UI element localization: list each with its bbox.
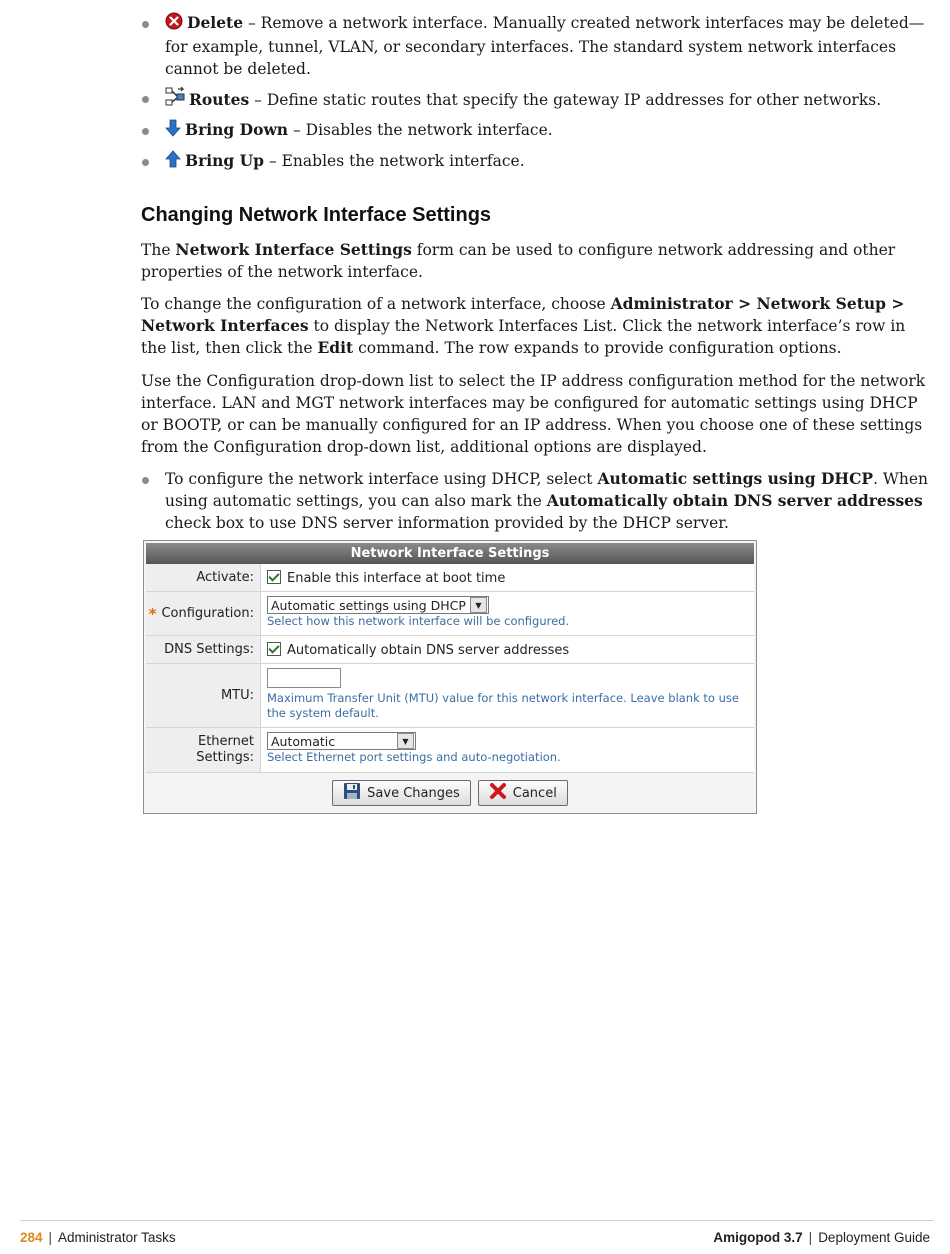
text: To change the configuration of a network interface, choose [141, 295, 611, 313]
text: command. The row expands to provide configuration options. [353, 339, 842, 357]
text: form can be used to configure network addressing and other properties of the network interface. [141, 240, 896, 281]
dns-settings-field [261, 636, 754, 663]
row-mtu [146, 664, 754, 728]
page-number: 284 [20, 1230, 43, 1245]
arrow-up-icon [165, 150, 181, 174]
mtu-input[interactable] [267, 668, 341, 688]
activate-field [261, 564, 754, 591]
routes-icon [165, 87, 185, 113]
text: The [141, 240, 176, 259]
footer-left [20, 1230, 176, 1245]
activate-checkbox[interactable] [267, 570, 281, 584]
configuration-field [261, 592, 754, 635]
required-marker: * [148, 604, 157, 623]
delete-icon [165, 12, 183, 36]
text: check box to use DNS server information provided by the DHCP server. [165, 514, 729, 532]
mtu-label: MTU: [146, 664, 261, 727]
configuration-select-value: Automatic settings using DHCP [271, 597, 466, 613]
section-heading: Changing Network Interface Settings [141, 203, 492, 226]
document-title: Deployment Guide [818, 1230, 930, 1245]
ethernet-settings-field [261, 728, 754, 772]
product-name: Amigopod 3.7 [713, 1230, 803, 1245]
close-icon [489, 782, 507, 804]
save-changes-label: Save Changes [367, 785, 460, 801]
mtu-hint: Maximum Transfer Unit (MTU) value for this network interface. Leave blank to use the system default. [267, 691, 739, 720]
list-item [141, 119, 931, 143]
footer-right [713, 1230, 930, 1245]
row-ethernet-settings [146, 728, 754, 773]
dns-settings-label: DNS Settings: [146, 636, 261, 663]
list-item-text: – Define static routes that specify the gateway IP addresses for other networks. [249, 90, 882, 109]
list-item [141, 150, 931, 174]
save-changes-button[interactable] [332, 780, 471, 806]
footer-separator: | [808, 1230, 813, 1245]
list-item-text: – Remove a network interface. Manually created network interfaces may be deleted—for example, tunnel, VLAN, or secondary interfaces. The standard system network interfaces cannot be deleted. [165, 14, 925, 78]
floppy-disk-icon [343, 782, 361, 804]
list-item [141, 87, 931, 113]
list-item-text: – Disables the network interface. [288, 121, 553, 139]
chevron-down-icon[interactable]: ▼ [470, 597, 487, 613]
term-delete: Delete [187, 13, 244, 32]
footer-separator: | [48, 1230, 53, 1245]
dhcp-list [141, 468, 931, 534]
activate-label: Activate: [146, 564, 261, 591]
dns-auto-checkbox-label[interactable]: Automatically obtain DNS server addresses [287, 643, 570, 658]
term-bring-up: Bring Up [185, 150, 265, 170]
list-item [141, 12, 931, 80]
page-footer [20, 1230, 930, 1250]
list-item-text: – Enables the network interface. [264, 151, 525, 170]
term-routes: Routes [189, 89, 250, 109]
ethernet-settings-label: Ethernet Settings: [146, 728, 261, 772]
emphasis: Automatic settings using DHCP [597, 469, 874, 488]
chevron-down-icon[interactable]: ▼ [397, 733, 414, 749]
form-title: Network Interface Settings [146, 543, 754, 564]
paragraph-intro [141, 239, 931, 283]
network-interface-settings-form [143, 540, 757, 814]
dns-auto-checkbox[interactable] [267, 642, 281, 656]
ethernet-select-value: Automatic [271, 733, 336, 749]
emphasis: Network Interface Settings [175, 239, 412, 259]
emphasis: Automatically obtain DNS server addresses [546, 491, 923, 510]
paragraph-navigation [141, 293, 931, 359]
cancel-label: Cancel [512, 785, 557, 801]
ethernet-settings-select[interactable] [267, 732, 416, 750]
row-activate [146, 564, 754, 592]
list-item [141, 468, 931, 534]
emphasis: Edit [317, 338, 354, 357]
command-list [141, 12, 931, 174]
menu-path: Administrator > Network Setup > Network Interfaces [141, 294, 905, 335]
cancel-button[interactable] [478, 780, 568, 806]
footer-section: Administrator Tasks [58, 1230, 176, 1245]
arrow-down-icon [165, 119, 181, 143]
ethernet-hint: Select Ethernet port settings and auto-negotiation. [267, 750, 561, 764]
text: To configure the network interface using DHCP, select [165, 470, 598, 488]
configuration-label: Configuration: [161, 606, 254, 621]
row-dns-settings [146, 636, 754, 664]
configuration-select[interactable] [267, 596, 489, 614]
text: . When using automatic settings, you can also mark the [165, 470, 928, 510]
document-body [141, 12, 931, 541]
activate-checkbox-label[interactable]: Enable this interface at boot time [287, 571, 506, 586]
mtu-field [261, 664, 754, 727]
row-configuration [146, 592, 754, 636]
configuration-hint: Select how this network interface will be configured. [267, 614, 570, 628]
text: to display the Network Interfaces List. Click the network interface’s row in the list, then click the [141, 317, 906, 357]
term-bring-down: Bring Down [185, 120, 289, 139]
paragraph-configuration: Use the Configuration drop-down list to select the IP address configuration method for the network interface. LAN and MGT network interfaces may be configured for automatic settings using DHCP or BOOTP, or can be manually configured for an IP address. When you choose one of these settings from the Configuration drop-down list, additional options are displayed. [141, 371, 926, 456]
form-actions [144, 773, 756, 813]
configuration-label-cell [146, 592, 261, 635]
footer-divider [20, 1220, 934, 1221]
